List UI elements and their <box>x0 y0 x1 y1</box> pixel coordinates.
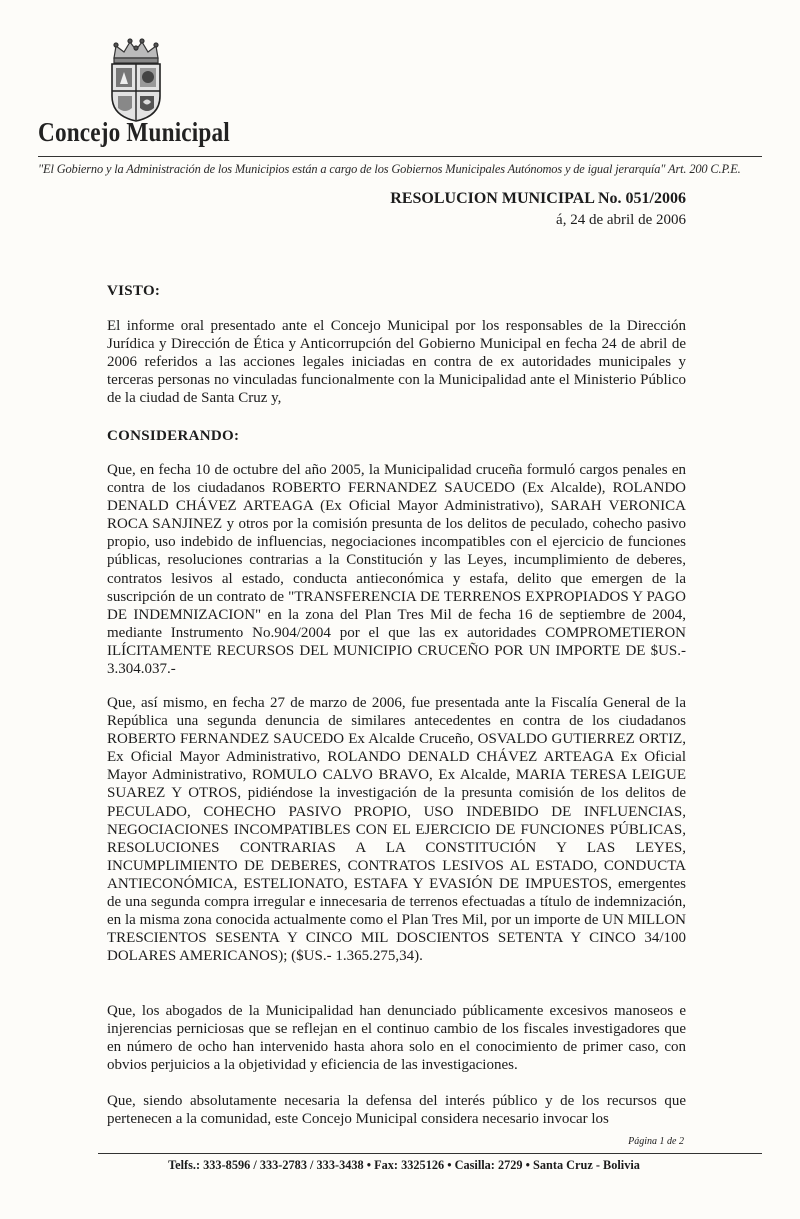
resolution-title: RESOLUCION MUNICIPAL No. 051/2006 <box>390 190 686 207</box>
considerando-paragraph-2: Que, así mismo, en fecha 27 de marzo de 2006, fue presentada ante la Fiscalía General de la República una segunda denuncia de similares antecedentes en contra de los ciudadanos ROBERTO FERNANDEZ SAUCEDO Ex Alcalde Cruceño, OSVALDO GUTIERREZ ORTIZ, Ex Oficial Mayor Administrativo, ROLANDO DENALD CHÁVEZ ARTEAGA Ex Oficial Mayor Administrativo, ROMULO CALVO BRAVO, Ex Alcalde, MARIA TERESA LEIGUE SUAREZ Y OTROS, pidiéndose la investigación de la presunta comisión de los delitos de PECULADO, COHECHO PASIVO PROPIO, USO INDEBIDO DE INFLUENCIAS, NEGOCIACIONES INCOMPATIBLES CON EL EJERCICIO DE FUNCIONES PÚBLICAS, RESOLUCIONES CONTRARIAS A LA CONSTITUCIÓN Y LAS LEYES, INCUMPLIMIENTO DE DEBERES, CONTRATOS LESIVOS AL ESTADO, CONDUCTA ANTIECONÓMICA, ESTELIONATO, ESTAFA Y EVASIÓN DE IMPUESTOS, emergentes de una segunda compra irregular e innecesaria de terrenos efectuadas a título de indemnización, en la misma zona conocida actualmente como el Plan Tres Mil, por un importe de UN MILLON TRESCIENTOS SESENTA Y CINCO MIL DOSCIENTOS SETENTA Y CINCO 34/100 DOLARES AMERICANOS); ($US.- 1.365.275,34). <box>107 695 686 965</box>
considerando-paragraph-4: Que, siendo absolutamente necesaria la defensa del interés público y de los recursos que pertenecen a la comunidad, este Concejo Municipal considera necesario invocar los <box>107 1093 686 1128</box>
considerando-paragraph-3: Que, los abogados de la Municipalidad han denunciado públicamente excesivos manoseos e injerencias perniciosas que se reflejan en el continuo cambio de los fiscales investigadores que en número de ocho han intervenido hasta ahora solo en el conocimiento de primer caso, con obvios perjuicios a la objetividad y eficiencia de las investigaciones. <box>107 1003 686 1074</box>
resolution-date: á, 24 de abril de 2006 <box>556 212 686 228</box>
footer-contact: Telfs.: 333-8596 / 333-2783 / 333-3438 • Fax: 3325126 • Casilla: 2729 • Santa Cruz - Bolivia <box>168 1158 640 1172</box>
coat-of-arms-icon <box>106 36 166 122</box>
header-divider <box>38 156 762 157</box>
considerando-paragraph-1: Que, en fecha 10 de octubre del año 2005, la Municipalidad cruceña formuló cargos penales en contra de los ciudadanos ROBERTO FERNANDEZ SAUCEDO (Ex Alcalde), ROLANDO DENALD CHÁVEZ ARTEAGA (Ex Oficial Mayor Administrativo), SARAH VERONICA ROCA SANJINEZ y otros por la comisión presunta de los delitos de peculado, cohecho pasivo propio, uso indebido de influencias, negociaciones incompatibles con el ejercicio de funciones públicas, resoluciones contrarias a la Constitución y las Leyes, incumplimiento de deberes, contratos lesivos al estado, conducta antieconómica y estafa, delito que emergen de la suscripción de un contrato de "TRANSFERENCIA DE TERRENOS EXPROPIADOS Y PAGO DE INDEMNIZACION" en la zona del Plan Tres Mil de fecha 16 de septiembre de 2004, mediante Instrumento No.904/2004 por el que las ex autoridades COMPROMETIERON ILÍCITAMENTE RECURSOS DEL MUNICIPIO CRUCEÑO POR UN IMPORTE DE $US.- 3.304.037.- <box>107 462 686 678</box>
considerando-heading: CONSIDERANDO: <box>107 428 240 444</box>
footer-divider <box>98 1153 762 1154</box>
constitutional-motto: "El Gobierno y la Administración de los Municipios están a cargo de los Gobiernos Municipales Autónomos y de igual jerarquía" Art. 200 C.P.E. <box>38 162 741 176</box>
visto-heading: VISTO: <box>107 283 161 299</box>
organization-name: Concejo Municipal <box>38 117 230 147</box>
page-number: Página 1 de 2 <box>628 1136 684 1147</box>
visto-paragraph: El informe oral presentado ante el Concejo Municipal por los responsables de la Dirección Jurídica y Dirección de Ética y Anticorrupción del Gobierno Municipal en fecha 24 de abril de 2006 referidos a las acciones legales iniciadas en contra de ex autoridades municipales y terceras personas no vinculadas funcionalmente con la Municipalidad ante el Ministerio Público de la ciudad de Santa Cruz y, <box>107 318 686 407</box>
